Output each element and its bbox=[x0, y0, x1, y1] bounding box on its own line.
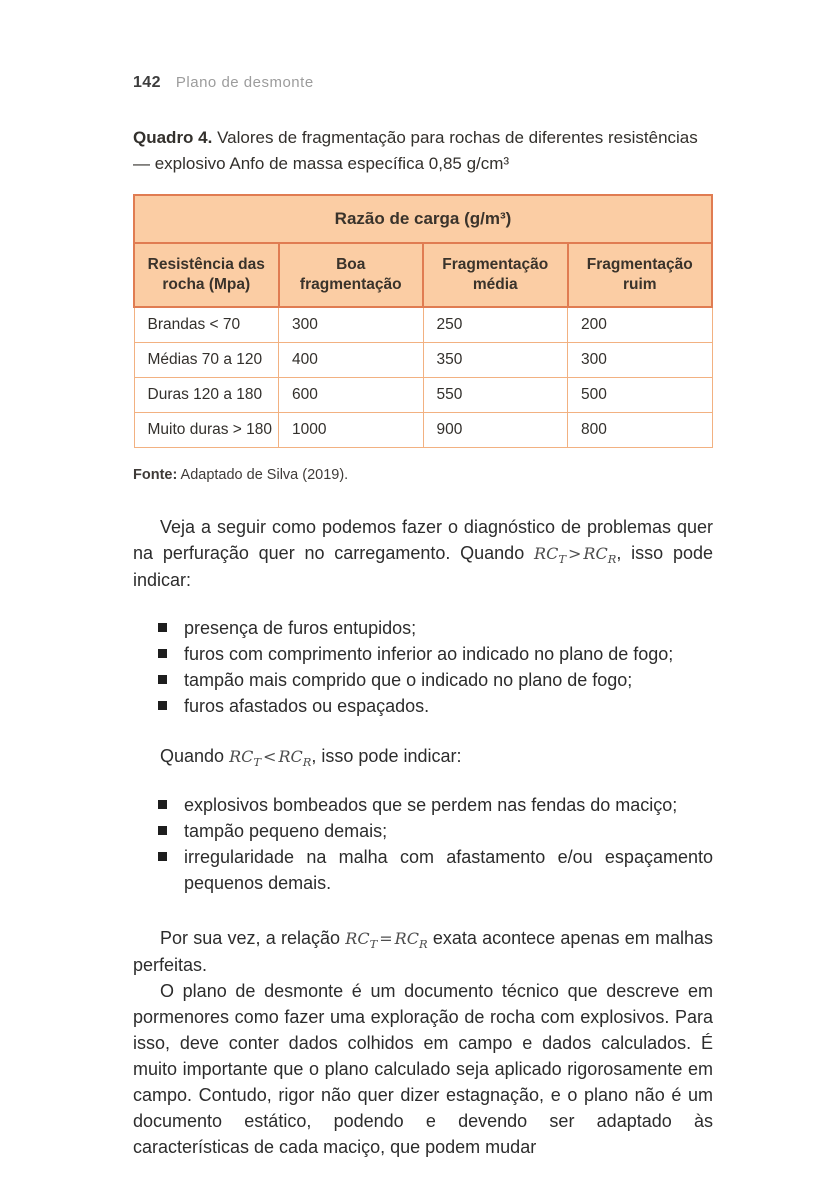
table-row bbox=[134, 377, 712, 412]
fragmentation-table bbox=[133, 194, 713, 448]
table-caption-text: Valores de fragmentação para rochas de diferentes resistências — explosivo Anfo de massa específica 0,85 g/cm³ bbox=[133, 128, 698, 173]
column-header-resistencia: Resistência das rocha (Mpa) bbox=[134, 243, 279, 307]
list-item-text: explosivos bombeados que se perdem nas fendas do maciço; bbox=[184, 794, 678, 815]
math-base: RC bbox=[345, 928, 370, 948]
paragraph-text: exata acontece apenas em malhas perfeitas. bbox=[133, 927, 713, 975]
math-base: RC bbox=[278, 746, 303, 766]
bullet-list-rct-maior bbox=[133, 615, 713, 719]
list-item bbox=[158, 693, 713, 719]
table-cell: 800 bbox=[568, 412, 713, 447]
paragraph-diagnostico bbox=[133, 514, 713, 593]
table-column-header-row bbox=[134, 243, 712, 307]
math-base: RC bbox=[534, 543, 559, 563]
list-item-text: furos com comprimento inferior ao indicado no plano de fogo; bbox=[184, 643, 674, 664]
math-subscript: T bbox=[558, 551, 566, 566]
table-caption bbox=[133, 125, 713, 177]
list-item-text: irregularidade na malha com afastamento e/ou espaçamento pequenos demais. bbox=[184, 846, 713, 893]
source-label: Fonte: bbox=[133, 466, 178, 483]
table-cell: 200 bbox=[568, 307, 713, 342]
math-operator: > bbox=[567, 543, 582, 563]
page-content bbox=[133, 0, 713, 1160]
column-header-ruim: Fragmentação ruim bbox=[568, 243, 713, 307]
table-cell: Brandas < 70 bbox=[134, 307, 279, 342]
paragraph-text: Quando bbox=[160, 745, 230, 766]
table-cell: 250 bbox=[423, 307, 568, 342]
math-subscript: T bbox=[369, 936, 378, 951]
table-cell: Muito duras > 180 bbox=[134, 412, 279, 447]
source-text: Adaptado de Silva (2019). bbox=[177, 466, 349, 483]
table-caption-label: Quadro 4. bbox=[133, 128, 213, 147]
list-item bbox=[158, 792, 713, 818]
table-cell: 300 bbox=[568, 342, 713, 377]
list-item-text: presença de furos entupidos; bbox=[184, 617, 417, 638]
math-subscript: R bbox=[302, 754, 312, 769]
paragraph-text: Por sua vez, a relação bbox=[160, 927, 346, 948]
list-item bbox=[158, 844, 713, 896]
math-subscript: R bbox=[607, 551, 617, 566]
table-span-header-cell: Razão de carga (g/m³) bbox=[134, 195, 712, 243]
list-item-text: furos afastados ou espaçados. bbox=[184, 695, 430, 716]
column-header-media: Fragmentação média bbox=[423, 243, 568, 307]
table-cell: 500 bbox=[568, 377, 713, 412]
table-cell: Duras 120 a 180 bbox=[134, 377, 279, 412]
table-row bbox=[134, 307, 712, 342]
math-base: RC bbox=[229, 746, 254, 766]
math-subscript: R bbox=[418, 936, 428, 951]
paragraph-text: , isso pode indicar: bbox=[311, 745, 462, 766]
bullet-square-icon bbox=[158, 852, 167, 861]
list-item bbox=[158, 641, 713, 667]
math-operator: < bbox=[263, 746, 277, 766]
math-operator: = bbox=[379, 928, 393, 948]
bullet-square-icon bbox=[158, 826, 167, 835]
bullet-square-icon bbox=[158, 623, 167, 632]
math-base: RC bbox=[394, 928, 419, 948]
list-item bbox=[158, 818, 713, 844]
column-header-boa: Boa fragmentação bbox=[279, 243, 424, 307]
bullet-square-icon bbox=[158, 701, 167, 710]
table-cell: 550 bbox=[423, 377, 568, 412]
list-item bbox=[158, 667, 713, 693]
running-head bbox=[133, 74, 713, 92]
table-cell: 600 bbox=[279, 377, 424, 412]
table-source bbox=[133, 465, 713, 485]
bullet-list-rct-menor bbox=[133, 792, 713, 896]
list-item-text: tampão pequeno demais; bbox=[184, 820, 388, 841]
math-rct-eq-rcr bbox=[345, 928, 428, 951]
table-row bbox=[134, 412, 712, 447]
table-cell: 400 bbox=[279, 342, 424, 377]
table-span-header-row bbox=[134, 195, 712, 243]
page-number: 142 bbox=[133, 74, 161, 91]
table-cell: 1000 bbox=[279, 412, 424, 447]
table-head bbox=[134, 195, 712, 307]
math-rct-gt-rcr bbox=[534, 543, 617, 566]
table-cell: 900 bbox=[423, 412, 568, 447]
running-head-title: Plano de desmonte bbox=[175, 74, 314, 91]
list-item bbox=[158, 615, 713, 641]
bullet-square-icon bbox=[158, 675, 167, 684]
table-cell: 350 bbox=[423, 342, 568, 377]
paragraph-plano-desmonte: O plano de desmonte é um documento técnico que descreve em pormenores como fazer uma exploração de rocha com explosivos. Para isso, deve conter dados colhidos em campo e dados calculados. É muito importante que o plano calculado seja aplicado rigorosamente em campo. Contudo, rigor não quer dizer estagnação, e o plano não é um documento estático, podendo e devendo ser adaptado às características de cada maciço, que podem mudar bbox=[133, 980, 713, 1157]
table-cell: Médias 70 a 120 bbox=[134, 342, 279, 377]
math-base: RC bbox=[583, 543, 608, 563]
paragraph-text: , isso pode indicar: bbox=[133, 542, 714, 590]
table-row bbox=[134, 342, 712, 377]
list-item-text: tampão mais comprido que o indicado no plano de fogo; bbox=[184, 669, 633, 690]
table-body bbox=[134, 307, 712, 447]
bullet-square-icon bbox=[158, 649, 167, 658]
bullet-square-icon bbox=[158, 800, 167, 809]
math-subscript: T bbox=[253, 754, 262, 769]
paragraph-text: Veja a seguir como podemos fazer o diagnóstico de problemas quer na perfuração quer no carregamento. Quando bbox=[133, 516, 713, 563]
math-rct-lt-rcr bbox=[229, 746, 312, 769]
paragraph-relacao-exata bbox=[133, 925, 713, 978]
table-cell: 300 bbox=[279, 307, 424, 342]
paragraph-quando-menor bbox=[133, 743, 713, 770]
